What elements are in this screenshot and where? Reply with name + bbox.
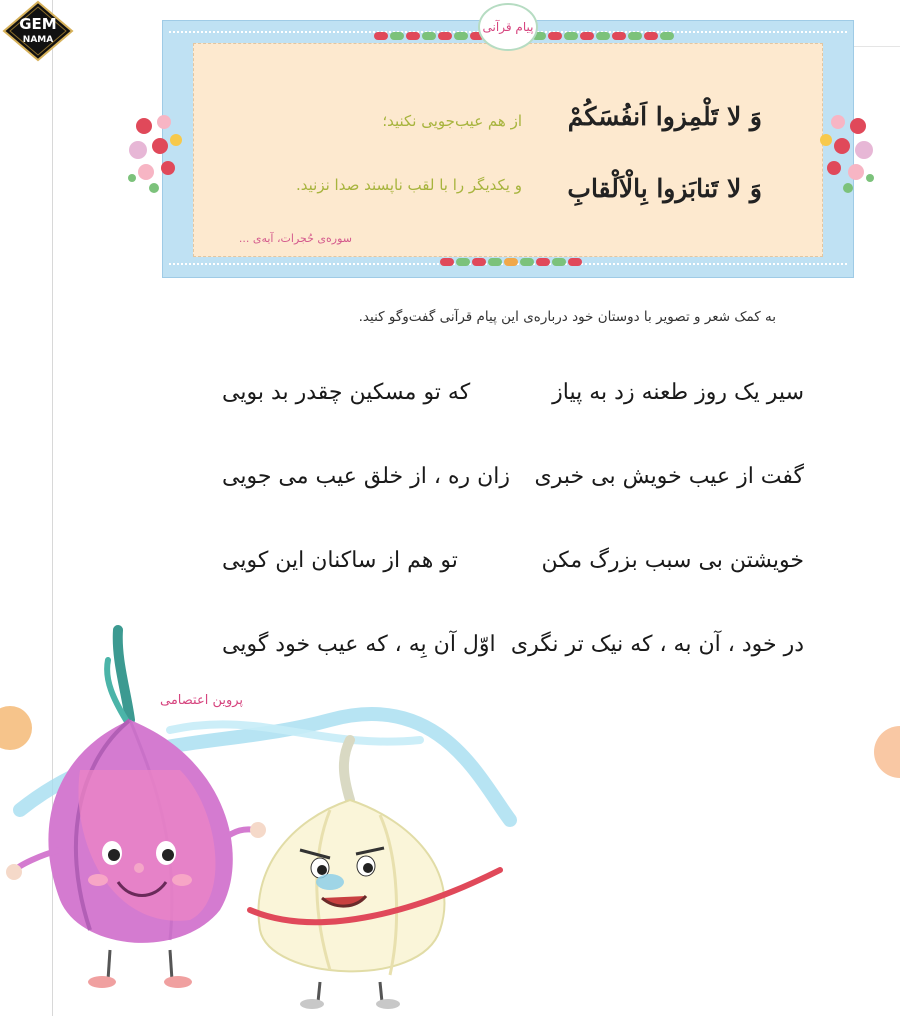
onion-character bbox=[6, 630, 266, 988]
poem-hemistich-left-2: زان ره ، از خلق عیب می جویی bbox=[222, 464, 510, 489]
garlic-character bbox=[250, 740, 500, 1009]
gem-nama-logo bbox=[0, 0, 76, 62]
poem-hemistich-right-2: گفت از عیب خویش بی خبری bbox=[534, 464, 804, 489]
poet-name: پروین اعتصامی bbox=[160, 693, 244, 708]
translation-line-1: از هم عیب‌جویی نکنید؛ bbox=[382, 112, 522, 130]
translation-line-2: و یکدیگر را با لقب ناپسند صدا نزنید. bbox=[295, 176, 522, 194]
poem-hemistich-right-4: در خود ، آن به ، که نیک تر نگری bbox=[510, 632, 804, 657]
instruction-text: به کمک شعر و تصویر با دوستان خود درباره‌ی این پیام قرآنی گفت‌وگو کنید. bbox=[358, 309, 776, 325]
verse-line-2: وَ لا تَنابَزوا بِالْاَلْقابِ bbox=[567, 174, 762, 203]
poem-hemistich-left-3: تو هم از ساکنان این کویی bbox=[222, 548, 458, 573]
verse-source: سوره‌ی حُجرات، آیه‌ی ... bbox=[238, 232, 352, 245]
poem-hemistich-left-1: که تو مسکین چقدر بد بویی bbox=[222, 380, 471, 405]
box-title-badge bbox=[478, 3, 538, 51]
logo-text-1: GEM bbox=[19, 15, 57, 33]
logo-text-2: NAMA bbox=[22, 35, 54, 45]
flower-bouquet-icon bbox=[814, 106, 878, 196]
garland-bottom bbox=[439, 253, 583, 265]
verse-line-1: وَ لا تَلْمِزوا اَنفُسَکُمْ bbox=[567, 102, 762, 131]
quran-message-box bbox=[162, 20, 854, 278]
garland-top-right bbox=[531, 27, 675, 39]
poem-hemistich-right-3: خویشتن بی سبب بزرگ مکن bbox=[541, 548, 804, 573]
flower-bouquet-icon bbox=[124, 106, 188, 196]
divider bbox=[850, 46, 900, 47]
box-title: پیام قرآنی bbox=[482, 20, 534, 34]
poem-hemistich-right-1: سیر یک روز طعنه زد به پیاز bbox=[552, 380, 804, 405]
quran-panel bbox=[193, 43, 823, 257]
poem-hemistich-left-4: اوّل آن بِه ، که عیب خود گویی bbox=[222, 632, 496, 657]
page-nav-right-button[interactable] bbox=[874, 726, 900, 778]
onion-garlic-illustration bbox=[0, 610, 520, 1016]
